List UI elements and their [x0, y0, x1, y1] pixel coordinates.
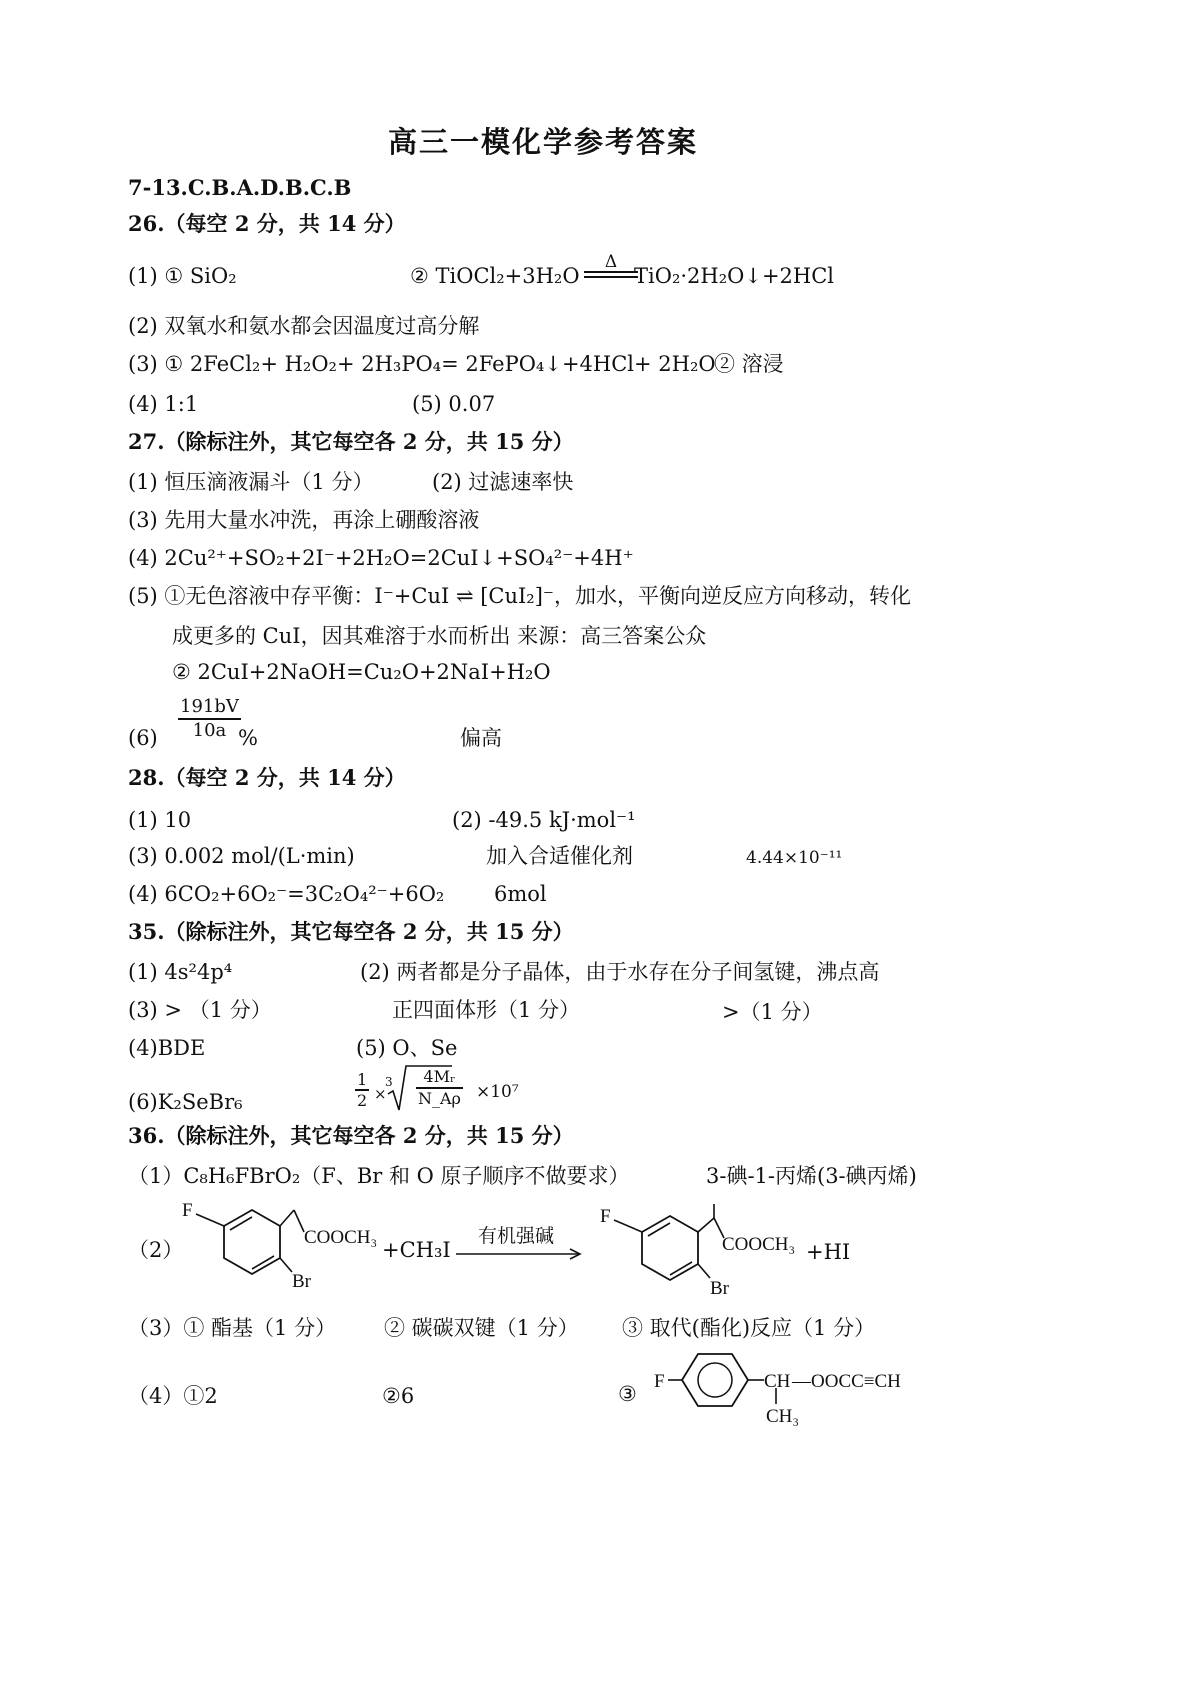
q27-2-answer: (2) 过滤速率快 — [432, 470, 574, 494]
q28-4-answer-1: (4) 6CO₂+6O₂⁻=3C₂O₄²⁻+6O₂ — [128, 882, 445, 906]
q35-header: 35.（除标注外，其它每空各 2 分，共 15 分） — [128, 919, 574, 944]
q36-1-answer-2: 3-碘-1-丙烯(3-碘丙烯) — [706, 1164, 917, 1188]
q26-1-answer-2-left: ② TiOCl₂+3H₂O — [410, 264, 580, 288]
q26-3-answer-1: (3) ① 2FeCl₂+ H₂O₂+ 2H₃PO₄= 2FePO₄↓+4HCl+ 2H₂O — [128, 352, 716, 376]
half-denominator: 2 — [357, 1091, 368, 1110]
q26-1-answer-1: (1) ① SiO₂ — [128, 264, 237, 288]
q27-6-fraction — [178, 696, 241, 742]
q26-2-answer: (2) 双氧水和氨水都会因温度过高分解 — [128, 314, 480, 338]
times-sign: × — [374, 1085, 387, 1103]
bromine-label: Br — [710, 1278, 729, 1299]
q36-header: 36.（除标注外，其它每空各 2 分，共 15 分） — [128, 1123, 574, 1148]
product-structure — [598, 1202, 808, 1312]
fluorine-label: F — [654, 1371, 665, 1392]
ester-label: COOCH₃ — [304, 1227, 378, 1248]
q27-6-label: (6) — [128, 726, 158, 750]
q28-4-answer-2: 6mol — [494, 882, 547, 906]
byproduct: +HI — [806, 1240, 851, 1264]
final-structure — [652, 1348, 942, 1428]
q27-4-answer: (4) 2Cu²⁺+SO₂+2I⁻+2H₂O=2CuI↓+SO₄²⁻+4H⁺ — [128, 546, 634, 570]
q27-5-answer-2: ② 2CuI+2NaOH=Cu₂O+2NaI+H₂O — [172, 660, 551, 684]
radicand-fraction — [416, 1067, 463, 1109]
radicand-denominator: N_Aρ — [418, 1089, 461, 1108]
reaction-condition: 有机强碱 — [478, 1225, 555, 1247]
fraction-denominator: 10a — [178, 718, 241, 742]
q27-5-answer-line1: (5) ①无色溶液中存平衡：I⁻+CuI ⇌ [CuI₂]⁻，加水，平衡向逆反应方向移动，转化 — [128, 584, 912, 608]
fluorine-label: F — [182, 1200, 193, 1221]
q36-3-answer-3: ③ 取代(酯化)反应（1 分） — [622, 1316, 876, 1340]
q36-1-answer-1: （1）C₈H₆FBrO₂（F、Br 和 O 原子顺序不做要求） — [128, 1164, 630, 1188]
q28-1-answer: (1) 10 — [128, 808, 192, 832]
q27-5-answer-line2: 成更多的 CuI，因其难溶于水而析出 来源：高三答案公众 — [172, 624, 707, 648]
q35-3-answer-1: (3) > （1 分） — [128, 998, 272, 1022]
reaction-arrow — [456, 1248, 588, 1260]
reagent: +CH₃I — [382, 1238, 451, 1262]
power-tail: ×10⁷ — [476, 1082, 519, 1102]
percent-sign: % — [238, 726, 258, 750]
q28-header: 28.（每空 2 分，共 14 分） — [128, 765, 406, 790]
q35-3-answer-2: 正四面体形（1 分） — [392, 998, 581, 1022]
root-index: 3 — [385, 1075, 393, 1089]
q36-3-answer-1: （3）① 酯基（1 分） — [128, 1316, 337, 1340]
q26-4-answer: (4) 1:1 — [128, 392, 199, 416]
methyl-label: CH₃ — [766, 1406, 800, 1427]
q36-4-answer-2: ②6 — [382, 1384, 415, 1408]
ch-label: CH — [764, 1371, 791, 1392]
q36-3-answer-2: ② 碳碳双键（1 分） — [384, 1316, 579, 1340]
q28-3-answer-3: 4.44×10⁻¹¹ — [746, 848, 843, 868]
fraction-numerator: 191bV — [180, 696, 239, 717]
page-title: 高三一模化学参考答案 — [388, 125, 699, 159]
reactant-structure — [180, 1200, 380, 1300]
q36-2-label: （2） — [128, 1238, 184, 1262]
q27-6-answer-2: 偏高 — [460, 726, 502, 750]
bromine-label: Br — [292, 1271, 311, 1292]
half-fraction — [355, 1070, 369, 1110]
q26-5-answer: (5) 0.07 — [412, 392, 496, 416]
q27-3-answer: (3) 先用大量水冲洗，再涂上硼酸溶液 — [128, 508, 480, 532]
q35-6-answer-1: (6)K₂SeBr₆ — [128, 1090, 243, 1114]
q35-1-answer: (1) 4s²4p⁴ — [128, 960, 233, 984]
q26-3-answer-2: ② 溶浸 — [714, 352, 784, 376]
ester-alkyne-label: —OOCC≡CH — [792, 1371, 901, 1392]
fluorine-label: F — [600, 1206, 611, 1227]
q26-header: 26.（每空 2 分，共 14 分） — [128, 211, 406, 236]
ester-label: COOCH₃ — [722, 1234, 796, 1255]
q28-2-answer: (2) -49.5 kJ·mol⁻¹ — [452, 808, 636, 832]
q28-3-answer-1: (3) 0.002 mol/(L·min) — [128, 844, 355, 868]
q27-1-answer: (1) 恒压滴液漏斗（1 分） — [128, 470, 374, 494]
radicand-numerator: 4Mᵣ — [423, 1067, 456, 1086]
q35-5-answer: (5) O、Se — [356, 1036, 458, 1060]
q36-4-answer-1: （4）①2 — [128, 1384, 218, 1408]
q26-1-answer-2-right: TiO₂·2H₂O↓+2HCl — [634, 264, 834, 288]
q36-4-answer-3-label: ③ — [618, 1382, 637, 1406]
q28-3-answer-2: 加入合适催化剂 — [486, 844, 633, 868]
q35-2-answer: (2) 两者都是分子晶体，由于水存在分子间氢键，沸点高 — [360, 960, 880, 984]
delta-sign: Δ — [604, 252, 618, 272]
q35-3-answer-3: >（1 分） — [722, 1000, 823, 1024]
q35-4-answer: (4)BDE — [128, 1036, 206, 1060]
heat-arrow — [580, 246, 642, 278]
q27-header: 27.（除标注外，其它每空各 2 分，共 15 分） — [128, 429, 574, 454]
mc-answers: 7-13.C.B.A.D.B.C.B — [128, 175, 352, 200]
half-numerator: 1 — [357, 1070, 368, 1089]
